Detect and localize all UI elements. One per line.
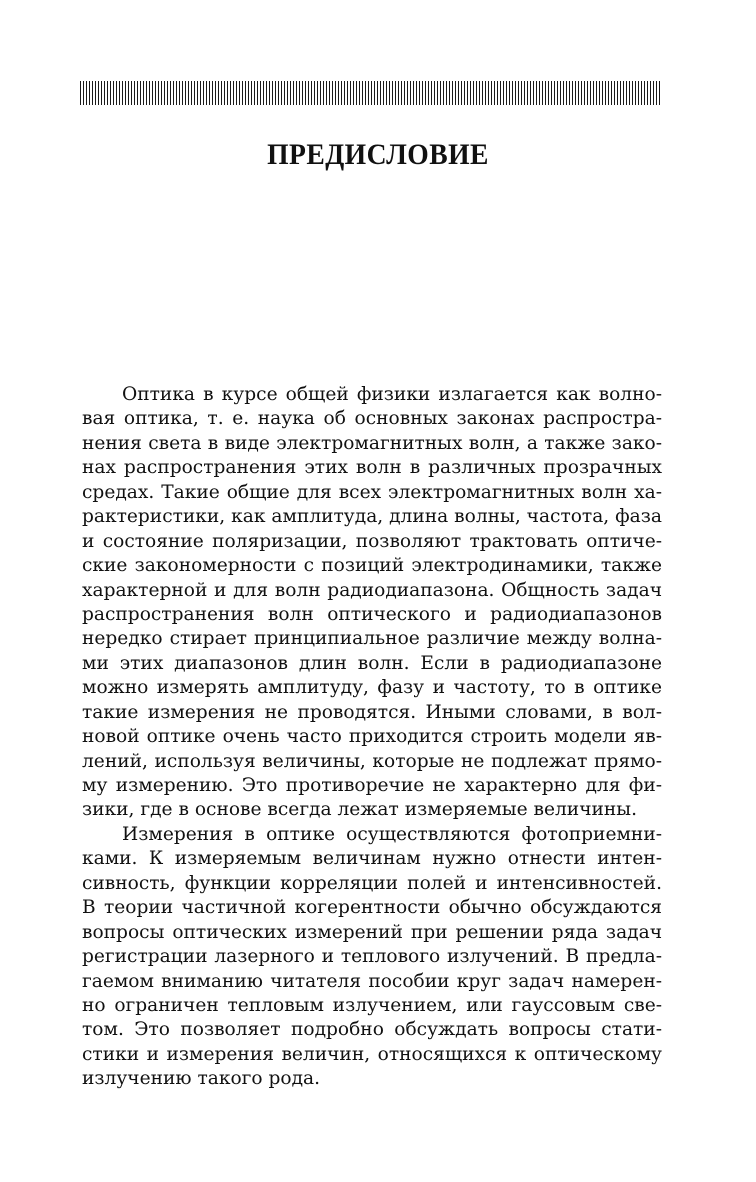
text-line: вая оптика, т. е. наука об основных законах распростра- xyxy=(82,408,662,430)
text-line: гаемом вниманию читателя пособии круг задач намерен- xyxy=(82,970,662,992)
text-line: лений, используя величины, которые не подлежат прямо- xyxy=(82,750,662,772)
text-line: Оптика в курсе общей физики излагается как волно- xyxy=(122,384,662,405)
paragraph-1 xyxy=(82,383,662,823)
text-line: и состояние поляризации, позволяют трактовать оптиче- xyxy=(82,530,662,552)
text-line: вопросы оптических измерений при решении ряда задач xyxy=(82,921,662,943)
text-line: рактеристики, как амплитуда, длина волны, частота, фаза xyxy=(82,506,662,528)
text-line: излучению такого рода. xyxy=(82,1068,321,1090)
text-line: новой оптике очень часто приходится строить модели яв- xyxy=(82,726,662,748)
text-line: В теории частичной когерентности обычно обсуждаются xyxy=(82,897,662,919)
text-line: можно измерять амплитуду, фазу и частоту, то в оптике xyxy=(82,677,662,699)
text-line: сивность, функции корреляции полей и интенсивностей. xyxy=(82,872,662,894)
text-line: том. Это позволяет подробно обсуждать вопросы стати- xyxy=(82,1019,662,1041)
text-line: ками. К измеряемым величинам нужно отнести интен- xyxy=(82,848,662,870)
text-line: регистрации лазерного и теплового излучений. В предла- xyxy=(82,946,662,968)
body-text xyxy=(82,383,662,1092)
text-line: средах. Такие общие для всех электромагнитных волн ха- xyxy=(82,481,662,503)
text-line: зики, где в основе всегда лежат измеряемые величины. xyxy=(82,799,637,821)
text-line: нения света в виде электромагнитных волн, а также зако- xyxy=(82,432,662,454)
page-title: ПРЕДИСЛОВИЕ xyxy=(267,138,489,171)
text-line: му измерению. Это противоречие не характерно для фи- xyxy=(82,775,662,796)
paragraph-2 xyxy=(82,823,662,1092)
text-line: ми этих диапазонов длин волн. Если в радиодиапазоне xyxy=(82,652,662,674)
text-line: Измерения в оптике осуществляются фотоприемни- xyxy=(122,823,662,845)
text-line: нах распространения этих волн в различных прозрачных xyxy=(82,457,662,479)
text-line: распространения волн оптического и радиодиапазонов xyxy=(82,603,662,625)
text-line: нередко стирает принципиальное различие между волна- xyxy=(82,628,662,650)
decorative-header-rule xyxy=(80,81,662,105)
text-line: стики и измерения величин, относящихся к оптическому xyxy=(82,1043,662,1065)
text-line: но ограничен тепловым излучением, или гауссовым све- xyxy=(82,994,662,1016)
text-line: такие измерения не проводятся. Иными словами, в вол- xyxy=(82,701,662,723)
text-line: характерной и для волн радиодиапазона. Общность задач xyxy=(82,579,662,601)
text-line: ские закономерности с позиций электродинамики, также xyxy=(82,555,662,577)
